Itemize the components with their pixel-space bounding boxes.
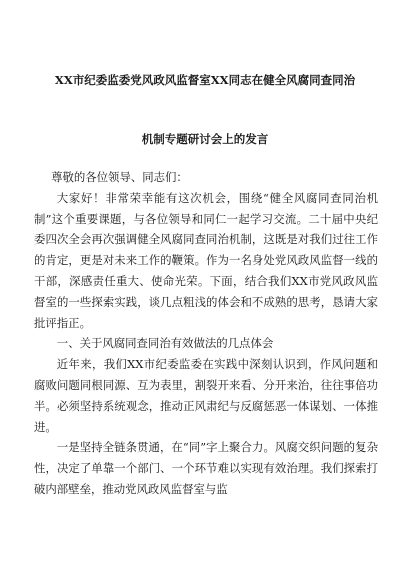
document-title-line-2: 机制专题研讨会上的发言 xyxy=(141,132,269,146)
section-heading: 一、关于风腐同查同治有效做法的几点体会 xyxy=(56,336,274,351)
document-body xyxy=(34,167,378,500)
paragraph-opening: 大家好！非常荣幸能有这次机会，围绕“健全风腐同查同治机制”这个重要课题，与各位领导和同仁一起学习交流。二十届中央纪委四次全会再次强调健全风腐同查同治机制，这既是对我们过往工作的肯定，更是对未来工作的鞭策。作为一名身处党风政风监督一线的干部，深感责任重大、使命光荣。下面，结合我们XX市党风政风监督室的一些探索实践，谈几点粗浅的体会和不成熟的思考，恳请大家批评指正。 xyxy=(34,190,378,330)
document-title-line-1: XX市纪委监委党风政风监督室XX同志在健全风腐同查同治 xyxy=(54,73,356,87)
paragraph-point-one: 一是坚持全链条贯通，在“同”字上聚合力。风腐交织问题的复杂性，决定了单靠一个部门、一个环节难以实现有效治理。我们探索打破内部壁垒，推动党风政风监督室与监 xyxy=(34,440,378,496)
greeting: 尊敬的各位领导、同志们： xyxy=(51,170,188,184)
paragraph-recognition: 近年来，我们XX市纪委监委在实践中深刻认识到，作风问题和腐败问题同根同源、互为表里，割裂开来看、分开来治，往往事倍功半。必须坚持系统观念，推动正风肃纪与反腐惩恶一体谋划、一体推进。 xyxy=(34,357,378,434)
